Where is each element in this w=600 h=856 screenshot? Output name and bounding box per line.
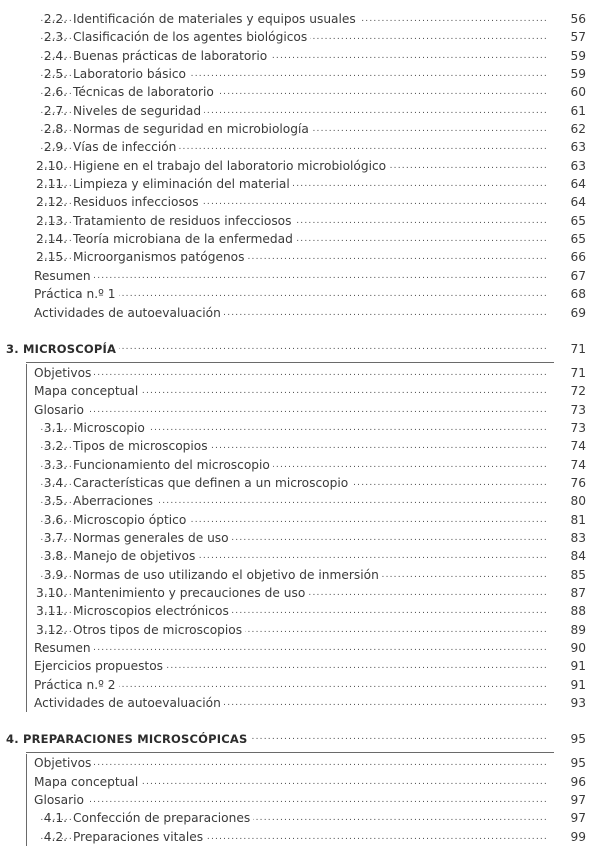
toc-entry-lead [0, 511, 189, 529]
toc-entry[interactable] [0, 694, 600, 712]
toc-entry-number: 4.2. [43, 829, 67, 844]
toc-entry-number: 2.11. [35, 177, 67, 192]
toc-entry-lead [0, 828, 206, 846]
toc-entry-title: Actividades de autoevaluación [34, 304, 224, 322]
toc-entry-lead [0, 566, 382, 584]
toc-entry-lead [0, 102, 204, 120]
toc-entry[interactable] [0, 529, 600, 547]
leader-dots [40, 639, 548, 657]
toc-entry-title: Residuos infecciosos [73, 193, 202, 211]
toc-entry-page: 65 [570, 213, 586, 228]
toc-entry-page: 72 [570, 384, 586, 399]
toc-entry-title: Glosario [34, 401, 87, 419]
toc-entry-page: 83 [570, 530, 586, 545]
toc-entry-lead [34, 285, 119, 303]
toc-entry[interactable] [0, 401, 600, 419]
toc-entry-lead [0, 157, 389, 175]
toc-entry-number: 2.4. [43, 48, 67, 63]
toc-entry-page: 80 [570, 494, 586, 509]
toc-entry-title: Aberraciones [73, 492, 156, 510]
toc-entry-lead [0, 419, 148, 437]
toc-entry-lead [34, 639, 94, 657]
toc-entry-number: 2.14. [35, 232, 67, 247]
toc-entry-title: Niveles de seguridad [73, 102, 204, 120]
toc-entry-lead [34, 694, 224, 712]
toc-entry-number: 3.12. [35, 622, 67, 637]
chapter-3-items [0, 419, 600, 639]
toc-entry-title: Actividades de autoevaluación [34, 694, 224, 712]
toc-entry-lead [0, 584, 308, 602]
toc-entry-lead [0, 474, 351, 492]
toc-entry-lead [0, 437, 211, 455]
toc-entry-number: 3.10. [35, 585, 67, 600]
toc-entry-page: 93 [570, 696, 586, 711]
toc-entry-title: Microorganismos patógenos [73, 248, 247, 266]
toc-entry-lead [0, 193, 202, 211]
toc-entry-page: 59 [570, 67, 586, 82]
toc-entry-number: 3.8. [43, 549, 67, 564]
chapter-3-page: 71 [570, 341, 586, 356]
chapter-4-page: 95 [570, 732, 586, 747]
toc-entry-number: 3.4. [43, 475, 67, 490]
toc-entry[interactable] [0, 267, 600, 285]
toc-entry[interactable] [0, 621, 600, 639]
toc-entry-title: Técnicas de laboratorio [73, 83, 217, 101]
toc-entry-page: 74 [570, 439, 586, 454]
toc-entry-title: Mapa conceptual [34, 382, 141, 400]
toc-entry-page: 61 [570, 103, 586, 118]
toc-entry-lead [0, 248, 247, 266]
toc-entry[interactable] [0, 230, 600, 248]
toc-entry-lead [34, 657, 166, 675]
leader-dots [40, 364, 548, 382]
toc-entry-lead [0, 529, 232, 547]
toc-entry[interactable] [0, 676, 600, 694]
leader-dots [40, 791, 548, 809]
toc-entry-title: Normas generales de uso [73, 529, 232, 547]
chapter-3-title: 3. MICROSCOPÍA [6, 342, 119, 356]
toc-entry-page: 73 [570, 420, 586, 435]
chapter-4-title: 4. PREPARACIONES MICROSCÓPICAS [6, 732, 250, 746]
toc-entry-number: 3.9. [43, 567, 67, 582]
toc-entry-lead [0, 212, 295, 230]
toc-entry-page: 99 [570, 829, 586, 844]
toc-entry-lead [34, 401, 87, 419]
section-2-items [0, 10, 600, 267]
chapter-4-items [0, 809, 600, 846]
toc-entry-lead [0, 175, 293, 193]
toc-entry-lead [0, 10, 359, 28]
toc-entry-title: Limpieza y eliminación del material [73, 175, 293, 193]
toc-entry[interactable] [0, 437, 600, 455]
toc-entry-lead [0, 492, 156, 510]
section-2-entries [0, 10, 600, 322]
toc-entry[interactable] [0, 285, 600, 303]
leader-dots [40, 754, 548, 772]
toc-entry[interactable] [0, 157, 600, 175]
toc-entry-title: Resumen [34, 267, 94, 285]
toc-entry[interactable] [0, 474, 600, 492]
toc-entry-title: Mapa conceptual [34, 773, 141, 791]
chapter-4-heading[interactable] [0, 718, 600, 754]
toc-entry-number: 2.12. [35, 195, 67, 210]
toc-entry-title: Características que definen a un microscopio [73, 474, 351, 492]
leader-dots [40, 267, 548, 285]
chapter-3-rule [26, 362, 554, 363]
toc-entry-number: 3.5. [43, 494, 67, 509]
toc-entry[interactable] [0, 511, 600, 529]
toc-entry-title: Identificación de materiales y equipos usuales [73, 10, 359, 28]
toc-entry-page: 60 [570, 85, 586, 100]
toc-entry[interactable] [0, 364, 600, 382]
toc-entry-title: Buenas prácticas de laboratorio [73, 47, 270, 65]
chapter-4-entries [0, 754, 600, 846]
toc-entry[interactable] [0, 248, 600, 266]
toc-entry-number: 2.9. [43, 140, 67, 155]
toc-entry-page: 73 [570, 402, 586, 417]
toc-entry-page: 74 [570, 457, 586, 472]
toc-entry-number: 3.6. [43, 512, 67, 527]
toc-entry-page: 97 [570, 793, 586, 808]
toc-entry-number: 3.7. [43, 530, 67, 545]
toc-entry-number: 2.3. [43, 30, 67, 45]
toc-entry-number: 2.10. [35, 158, 67, 173]
toc-entry-title: Microscopio óptico [73, 511, 189, 529]
toc-entry-page: 95 [570, 756, 586, 771]
toc-entry-lead [0, 809, 253, 827]
toc-entry[interactable] [0, 138, 600, 156]
toc-entry-title: Microscopio [73, 419, 148, 437]
toc-entry[interactable] [0, 828, 600, 846]
toc-entry-lead [34, 676, 119, 694]
toc-entry-number: 2.2. [43, 12, 67, 26]
section-2-tail [0, 267, 600, 322]
toc-entry-lead [0, 456, 273, 474]
toc-entry-page: 56 [570, 12, 586, 26]
toc-entry[interactable] [0, 547, 600, 565]
toc-entry[interactable] [0, 47, 600, 65]
toc-entry-page: 66 [570, 250, 586, 265]
toc-entry-lead [34, 304, 224, 322]
toc-entry-lead [34, 754, 94, 772]
toc-entry[interactable] [0, 773, 600, 791]
toc-entry-page: 63 [570, 140, 586, 155]
toc-entry-title: Práctica n.º 2 [34, 676, 119, 694]
toc-entry-lead [34, 364, 94, 382]
toc-entry-lead [0, 83, 217, 101]
toc-entry-lead [0, 65, 189, 83]
toc-entry-title: Ejercicios propuestos [34, 657, 166, 675]
toc-entry-title: Clasificación de los agentes biológicos [73, 28, 310, 46]
toc-entry-number: 2.5. [43, 67, 67, 82]
toc-entry-number: 2.15. [35, 250, 67, 265]
toc-entry-lead [0, 47, 270, 65]
toc-entry[interactable] [0, 602, 600, 620]
toc-entry-title: Objetivos [34, 364, 94, 382]
toc-entry-lead [34, 791, 87, 809]
table-of-contents [0, 10, 600, 846]
toc-entry-page: 57 [570, 30, 586, 45]
toc-entry[interactable] [0, 212, 600, 230]
toc-entry-lead [0, 621, 245, 639]
toc-entry-title: Microscopios electrónicos [73, 602, 232, 620]
chapter-3-head-items [0, 364, 600, 419]
toc-entry[interactable] [0, 102, 600, 120]
toc-entry-title: Glosario [34, 791, 87, 809]
toc-entry[interactable] [0, 120, 600, 138]
toc-entry-number: 3.1. [43, 420, 67, 435]
toc-entry[interactable] [0, 193, 600, 211]
toc-entry-title: Resumen [34, 639, 94, 657]
toc-entry[interactable] [0, 456, 600, 474]
chapter-4-rule [26, 752, 554, 753]
toc-entry-number: 3.3. [43, 457, 67, 472]
toc-entry-page: 62 [570, 122, 586, 137]
toc-entry-title: Teoría microbiana de la enfermedad [73, 230, 296, 248]
toc-entry-lead [0, 28, 310, 46]
toc-entry-title: Funcionamiento del microscopio [73, 456, 273, 474]
toc-entry-number: 2.13. [35, 213, 67, 228]
toc-entry[interactable] [0, 791, 600, 809]
toc-entry[interactable] [0, 65, 600, 83]
toc-entry-page: 91 [570, 659, 586, 674]
toc-entry[interactable] [0, 584, 600, 602]
toc-entry-number: 3.11. [35, 604, 67, 619]
toc-entry-number: 2.8. [43, 122, 67, 137]
toc-entry-title: Mantenimiento y precauciones de uso [73, 584, 308, 602]
toc-entry-page: 89 [570, 622, 586, 637]
toc-entry[interactable] [0, 175, 600, 193]
toc-entry-title: Objetivos [34, 754, 94, 772]
toc-entry[interactable] [0, 382, 600, 400]
toc-entry-page: 64 [570, 177, 586, 192]
toc-entry[interactable] [0, 28, 600, 46]
leader-dots [40, 401, 548, 419]
toc-entry-title: Normas de seguridad en microbiología [73, 120, 312, 138]
toc-entry-title: Manejo de objetivos [73, 547, 198, 565]
toc-entry[interactable] [0, 754, 600, 772]
toc-entry[interactable] [0, 809, 600, 827]
toc-entry[interactable] [0, 639, 600, 657]
toc-entry-page: 68 [570, 287, 586, 302]
chapter-3-heading[interactable] [0, 328, 600, 364]
toc-entry-title: Vías de infección [73, 138, 179, 156]
toc-entry-lead [0, 230, 296, 248]
toc-entry[interactable] [0, 419, 600, 437]
toc-entry-lead [0, 602, 232, 620]
toc-entry-page: 76 [570, 475, 586, 490]
toc-entry-title: Laboratorio básico [73, 65, 189, 83]
toc-entry[interactable] [0, 10, 600, 28]
toc-entry-title: Confección de preparaciones [73, 809, 253, 827]
toc-entry-page: 87 [570, 585, 586, 600]
toc-entry-lead [34, 382, 141, 400]
toc-entry-title: Otros tipos de microscopios [73, 621, 245, 639]
toc-entry-page: 90 [570, 641, 586, 655]
toc-entry-lead [34, 267, 94, 285]
toc-entry-page: 67 [570, 268, 586, 283]
toc-entry[interactable] [0, 304, 600, 322]
toc-entry-title: Práctica n.º 1 [34, 285, 119, 303]
toc-entry-page: 96 [570, 774, 586, 789]
toc-entry-page: 65 [570, 232, 586, 247]
toc-entry-page: 81 [570, 512, 586, 527]
toc-entry-lead [0, 120, 312, 138]
chapter-3-tail [0, 639, 600, 712]
toc-entry-page: 84 [570, 549, 586, 564]
toc-entry-number: 3.2. [43, 439, 67, 454]
toc-entry-page: 71 [570, 365, 586, 380]
toc-entry-title: Higiene en el trabajo del laboratorio microbiológico [73, 157, 389, 175]
toc-entry-number: 2.7. [43, 103, 67, 118]
toc-entry[interactable] [0, 83, 600, 101]
toc-entry-lead [0, 138, 179, 156]
chapter-4-head-items [0, 754, 600, 809]
toc-entry-lead [34, 773, 141, 791]
toc-entry-title: Tipos de microscopios [73, 437, 211, 455]
toc-entry-title: Preparaciones vitales [73, 828, 206, 846]
toc-entry[interactable] [0, 657, 600, 675]
toc-entry-page: 91 [570, 677, 586, 692]
toc-entry-page: 64 [570, 195, 586, 210]
toc-entry-page: 69 [570, 305, 586, 320]
toc-entry[interactable] [0, 566, 600, 584]
toc-entry-page: 85 [570, 567, 586, 582]
toc-entry-number: 4.1. [43, 811, 67, 826]
toc-entry-lead [0, 547, 198, 565]
chapter-3-entries [0, 364, 600, 713]
toc-entry-title: Normas de uso utilizando el objetivo de inmersión [73, 566, 382, 584]
toc-entry-page: 88 [570, 604, 586, 619]
toc-entry-number: 2.6. [43, 85, 67, 100]
toc-entry-page: 59 [570, 48, 586, 63]
toc-entry-page: 97 [570, 811, 586, 826]
toc-entry[interactable] [0, 492, 600, 510]
toc-entry-page: 63 [570, 158, 586, 173]
toc-entry-title: Tratamiento de residuos infecciosos [73, 212, 295, 230]
